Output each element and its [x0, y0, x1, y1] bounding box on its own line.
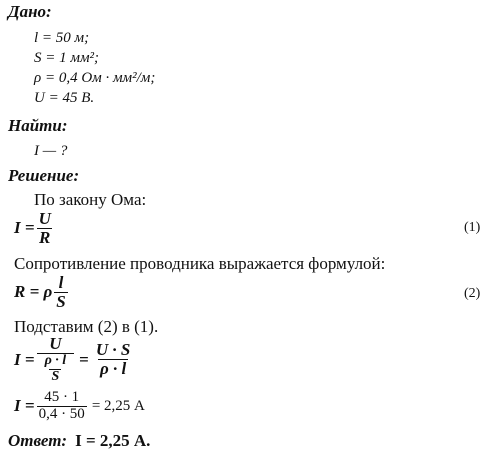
- given-voltage: U = 45 В.: [34, 90, 95, 106]
- eq4-numerator: 45 · 1: [44, 389, 80, 405]
- eq2-lhs: R = ρ: [14, 282, 53, 302]
- answer-value: I = 2,25 А.: [75, 431, 151, 450]
- eq2-numerator: l: [58, 273, 64, 292]
- eq1-denominator: R: [39, 227, 51, 247]
- find-heading: Найти:: [8, 116, 68, 135]
- given-length: l = 50 м;: [34, 30, 90, 46]
- eq2-denominator: S: [56, 291, 66, 311]
- eq4-result: = 2,25 А: [91, 397, 145, 414]
- eq3-result-denominator: ρ · l: [99, 359, 127, 379]
- eq1-numerator: U: [38, 209, 51, 228]
- eq1-number: (1): [464, 220, 481, 235]
- find-current: I — ?: [34, 143, 68, 159]
- eq3-result-fraction: [94, 341, 132, 378]
- eq3-compound-fraction: [37, 335, 75, 384]
- eq3-inner-numerator: ρ · l: [44, 352, 67, 368]
- answer-line: [8, 431, 150, 451]
- equation-4: [14, 390, 145, 423]
- eq2-number: (2): [464, 286, 481, 301]
- eq4-fraction: [37, 390, 87, 423]
- resistance-text: Сопротивление проводника выражается формулой:: [14, 254, 386, 273]
- ohm-law-text: По закону Ома:: [34, 190, 147, 209]
- eq3-equals: =: [79, 349, 89, 369]
- eq3-inner-fraction: [43, 354, 69, 384]
- eq1-fraction: [37, 210, 53, 247]
- equation-1: [14, 210, 55, 247]
- answer-label: Ответ:: [8, 431, 68, 450]
- eq4-denominator: 0,4 · 50: [38, 405, 85, 422]
- eq2-fraction: [54, 274, 67, 311]
- equation-3: [14, 335, 134, 384]
- eq3-lhs: I =: [14, 349, 35, 369]
- eq3-result-numerator: U · S: [95, 340, 131, 360]
- eq3-outer-numerator: U: [49, 334, 62, 353]
- equation-2: [14, 274, 70, 311]
- eq3-outer-denominator: [37, 353, 75, 384]
- given-resistivity: ρ = 0,4 Ом · мм²/м;: [34, 70, 156, 86]
- given-area: S = 1 мм²;: [34, 50, 100, 66]
- substitute-text: Подставим (2) в (1).: [14, 317, 159, 336]
- eq4-lhs: I =: [14, 396, 35, 416]
- eq3-inner-denominator: S: [51, 368, 60, 384]
- given-heading: Дано:: [8, 2, 52, 21]
- eq1-lhs: I =: [14, 218, 35, 238]
- solution-heading: Решение:: [8, 166, 80, 185]
